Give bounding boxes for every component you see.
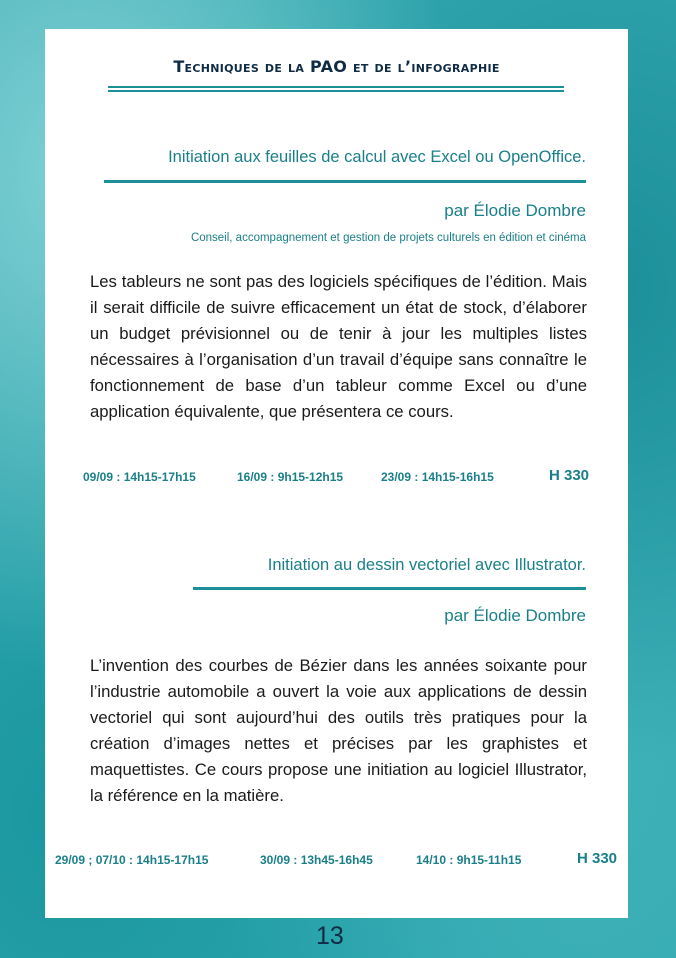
course-1-description: Les tableurs ne sont pas des logiciels spécifiques de l’édition. Mais il serait difficile de suivre efficacement un état de stock, d’élaborer un budget prévisionnel ou de tenir à jour les multiples listes nécessaires à l’organisation d’un travail d’équipe sans connaître le fonctionnement de base d’un tableur comme Excel ou d’une application équivalente, que présentera ce cours. <box>90 272 587 421</box>
header-rule-top <box>108 86 564 88</box>
course-1-session-2: 16/09 : 9h15-12h15 <box>237 470 344 484</box>
course-2-session-1: 29/09 ; 07/10 : 14h15-17h15 <box>55 853 209 867</box>
course-2-title: Initiation au dessin vectoriel avec Illustrator. <box>267 556 586 574</box>
course-1-session-3: 23/09 : 14h15-16h15 <box>381 470 494 484</box>
course-1-room: H 330 <box>549 467 590 484</box>
header-rule-bottom <box>108 90 564 92</box>
course-1-session-1: 09/09 : 14h15-17h15 <box>83 470 196 484</box>
course-1-title: Initiation aux feuilles de calcul avec Excel ou OpenOffice. <box>168 148 586 166</box>
course-2-room: H 330 <box>577 850 618 867</box>
page-number: 13 <box>316 922 344 950</box>
course-1-title-rule <box>104 180 586 183</box>
course-2-author: par Élodie Dombre <box>444 606 586 625</box>
course-2-description: L’invention des courbes de Bézier dans les années soixante pour l’industrie automobile a ouvert la voie aux applications de dessin vectoriel qui sont aujourd’hui des outils très pratiques pour la création d’images nettes et précises par les graphistes et maquettistes. Ce cours propose une initiation au logiciel Illustrator, la référence en la matière. <box>90 656 587 805</box>
course-1-author: par Élodie Dombre <box>444 201 586 220</box>
page-sheet <box>45 29 628 918</box>
course-2-session-2: 30/09 : 13h45-16h45 <box>260 853 373 867</box>
section-title: Techniques de la PAO et de l’infographie <box>173 57 500 76</box>
course-2-title-rule <box>193 587 586 590</box>
section-header <box>45 57 628 76</box>
course-1-author-subtitle: Conseil, accompagnement et gestion de projets culturels en édition et cinéma <box>190 232 586 244</box>
course-2-session-3: 14/10 : 9h15-11h15 <box>416 853 522 867</box>
